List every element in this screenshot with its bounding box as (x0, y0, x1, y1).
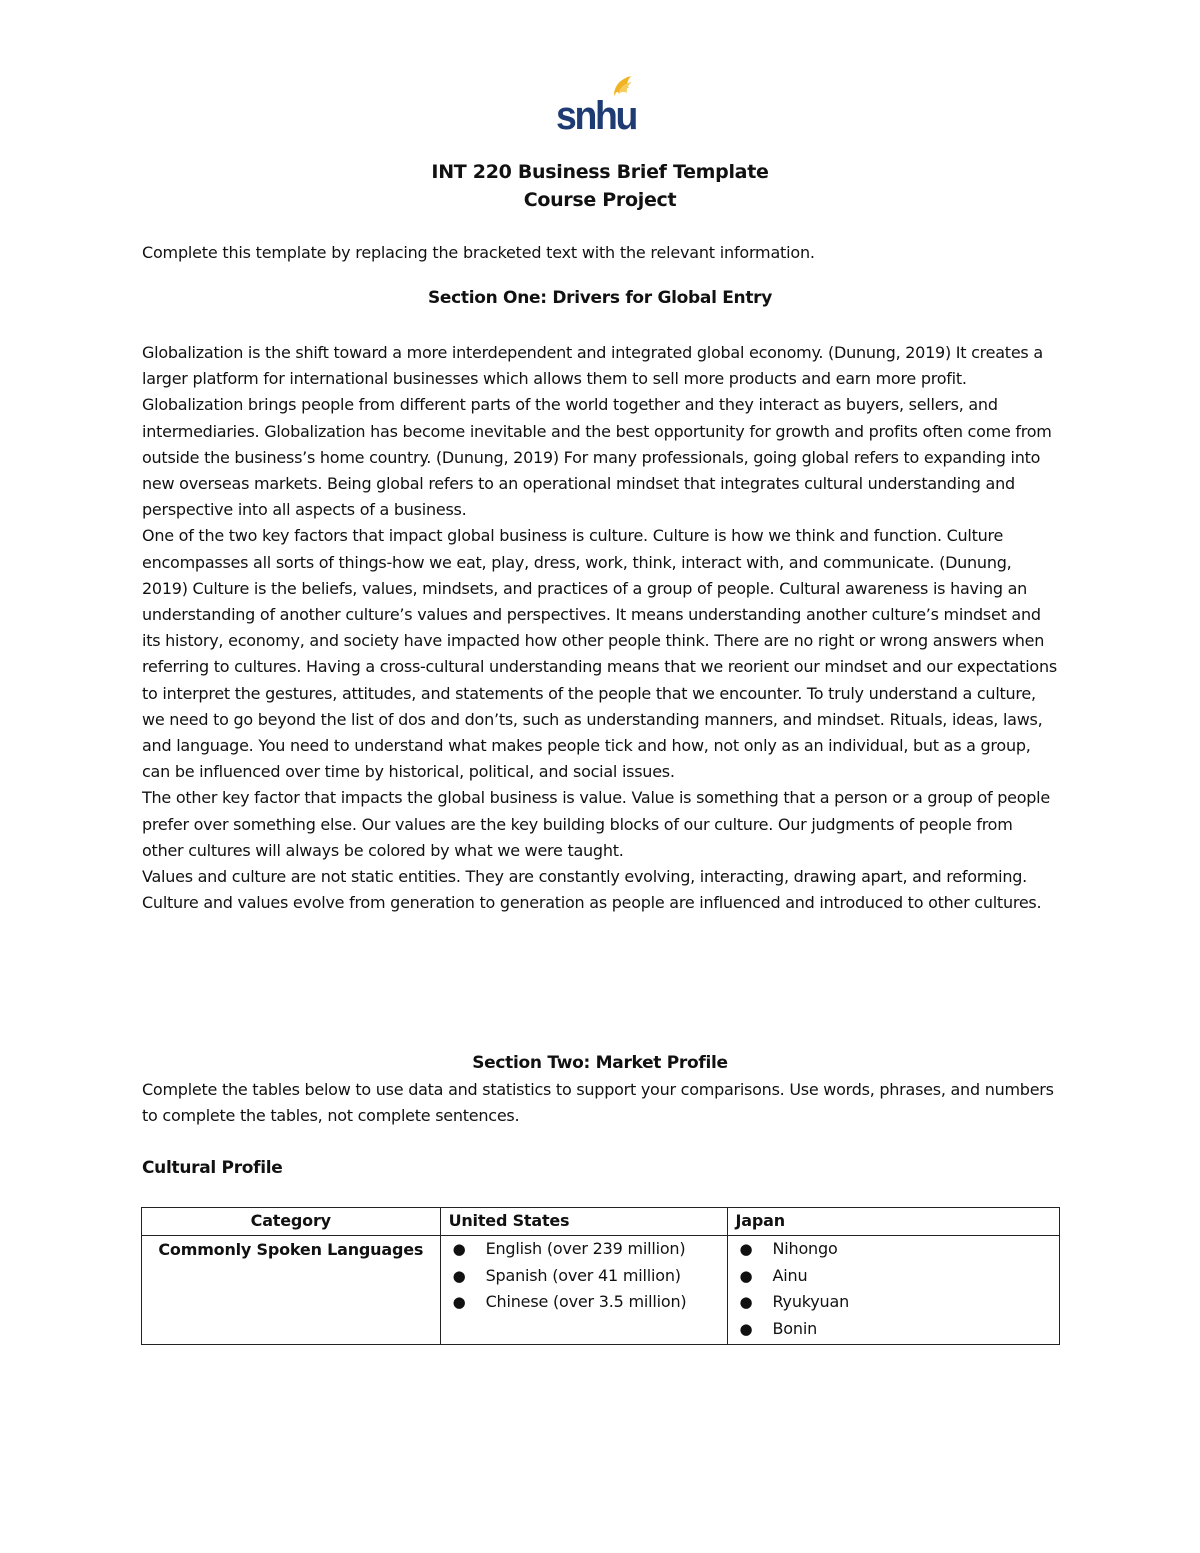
bullet-icon: ● (739, 1240, 753, 1258)
document-subtitle: Course Project (523, 189, 677, 211)
bullet-icon: ● (739, 1319, 753, 1338)
column-header-japan: Japan (727, 1208, 1059, 1236)
section-two-body (142, 1077, 1058, 1129)
japan-cell (727, 1236, 1059, 1345)
list-item-text: Ainu (772, 1265, 808, 1285)
bullet-icon: ● (739, 1293, 753, 1311)
section-one-body (142, 340, 1058, 916)
list-item (449, 1289, 719, 1316)
bullet-icon: ● (452, 1293, 466, 1311)
paragraph: Values and culture are not static entities. They are constantly evolving, interacting, drawing apart, and reforming. Culture and values evolve from generation to generation as people are influenced and introduced to other cultures. (142, 867, 1042, 913)
list-item-text: Nihongo (772, 1239, 838, 1258)
bullet-icon: ● (739, 1266, 753, 1285)
section-one-heading: Section One: Drivers for Global Entry (427, 288, 773, 308)
paragraph: One of the two key factors that impact global business is culture. Culture is how we think and function. Culture encompasses all sorts of things-how we eat, play, dress, work, think, interact with, and communicate. (Dunung, 2019) Culture is the beliefs, values, mindsets, and practices of a group of people. Cultural awareness is having an understanding of another culture’s values and perspectives. It means understanding another culture’s mindset and its history, economy, and society have impacted how other people think. There are no right or wrong answers when referring to cultures. Having a cross-cultural understanding means that we reorient our mindset and our expectations to interpret the gestures, attitudes, and statements of the people that we encounter. To truly understand a culture, we need to go beyond the list of dos and don’ts, such as understanding manners, and mindset. Rituals, ideas, laws, and language. You need to understand what makes people tick and how, not only as an individual, but as a group, can be influenced over time by historical, political, and social issues. (142, 526, 1057, 782)
cultural-profile-heading: Cultural Profile (142, 1158, 283, 1178)
list-item (736, 1316, 1051, 1343)
section-two-heading: Section Two: Market Profile (472, 1053, 728, 1073)
column-header-united-states: United States (440, 1208, 727, 1236)
list-item (449, 1236, 719, 1263)
column-header-category: Category (142, 1208, 441, 1236)
list-item (736, 1236, 1051, 1263)
instructions-text: Complete this template by replacing the bracketed text with the relevant information. (142, 243, 815, 262)
table-row (142, 1236, 1060, 1345)
united-states-cell (440, 1236, 727, 1345)
flame-icon (614, 76, 631, 96)
list-item (449, 1263, 719, 1290)
list-item-text: Spanish (over 41 million) (485, 1265, 681, 1285)
bullet-icon: ● (452, 1240, 466, 1258)
language-list (449, 1236, 719, 1318)
list-item (736, 1289, 1051, 1316)
list-item-text: Ryukyuan (772, 1292, 850, 1311)
list-item-text: Bonin (772, 1318, 818, 1338)
paragraph: Complete the tables below to use data and statistics to support your comparisons. Use words, phrases, and numbers to complete the tables, not complete sentences. (142, 1080, 1054, 1126)
cultural-profile-table (141, 1207, 1060, 1345)
document-title: INT 220 Business Brief Template (431, 161, 769, 183)
language-list (736, 1236, 1051, 1344)
paragraph: Globalization is the shift toward a more interdependent and integrated global economy. (Dunung, 2019) It creates a larger platform for international businesses which allows them to sell more products and earn more profit. Globalization brings people from different parts of the world together and they interact as buyers, sellers, and intermediaries. Globalization has become inevitable and the best opportunity for growth and profits often come from outside the business’s home country. (Dunung, 2019) For many professionals, going global refers to expanding into new overseas markets. Being global refers to an operational mindset that integrates cultural understanding and perspective into all aspects of a business. (142, 343, 1052, 520)
list-item-text: Chinese (over 3.5 million) (485, 1292, 687, 1311)
snhu-logo (554, 72, 642, 134)
list-item (736, 1263, 1051, 1290)
svg-text:snhu: snhu (556, 94, 637, 134)
category-cell: Commonly Spoken Languages (142, 1236, 441, 1345)
table-header-row (142, 1208, 1060, 1236)
bullet-icon: ● (452, 1266, 466, 1285)
paragraph: The other key factor that impacts the global business is value. Value is something that a person or a group of people prefer over something else. Our values are the key building blocks of our culture. Our judgments of people from other cultures will always be colored by what we were taught. (142, 788, 1050, 860)
list-item-text: English (over 239 million) (485, 1239, 686, 1258)
